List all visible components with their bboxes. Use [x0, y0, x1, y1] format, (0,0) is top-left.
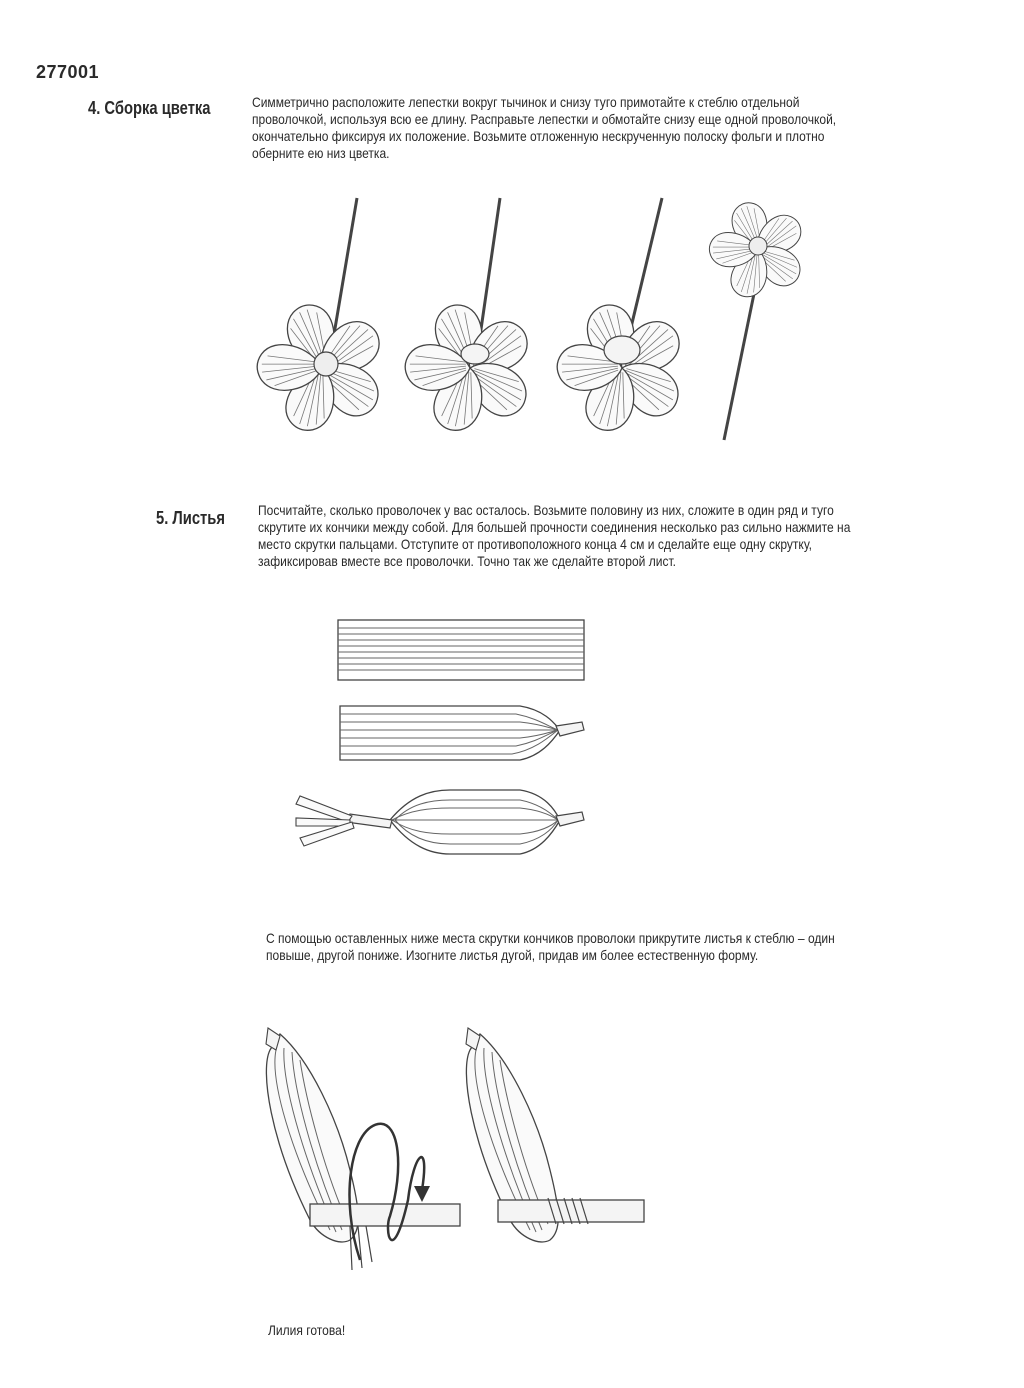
step5-line-3: место скрутки пальцами. Отступите от противоположного конца 4 см и сделайте еще одну скрутку,: [258, 536, 812, 552]
leaf-illustrations: [0, 600, 1024, 900]
flower-illustrations: [0, 0, 1024, 470]
document-number: 277001: [36, 62, 100, 82]
leaf-both-ends-twisted: [296, 790, 584, 854]
step5-heading: 5. Листья: [156, 508, 225, 528]
step4-line-2: проволочкой, используя всю ее длину. Расправьте лепестки и обмотайте снизу еще одной проволочкой,: [252, 111, 837, 127]
flower-step-4: [709, 198, 808, 440]
wire-bundle: [338, 620, 584, 680]
attach-line-1: С помощью оставленных ниже места скрутки кончиков проволоки прикрутите листья к стеблю – один: [266, 930, 835, 946]
wire-bundle-tip-twisted: [340, 706, 584, 760]
flower-step-3: [556, 198, 688, 436]
step5-text: [258, 502, 850, 570]
leaf-wrapping: [266, 1028, 460, 1270]
attach-text: [266, 930, 835, 964]
step4-line-4: оберните ею низ цветка.: [252, 145, 390, 161]
finish-text: Лилия готова!: [268, 1322, 346, 1338]
step4-heading: 4. Сборка цветка: [88, 98, 211, 118]
step4-line-1: Симметрично расположите лепестки вокруг тычинок и снизу туго примотайте к стеблю отдельной: [252, 94, 800, 110]
step5-line-1: Посчитайте, сколько проволочек у вас осталось. Возьмите половину из них, сложите в один ряд и туго: [258, 502, 834, 518]
step5-line-4: зафиксировав вместе все проволочки. Точно так же сделайте второй лист.: [258, 553, 677, 569]
flower-step-1: [256, 198, 388, 436]
leaf-attached: [466, 1028, 644, 1242]
flower-step-2: [404, 198, 536, 436]
step5-line-2: скрутите их кончики между собой. Для большей прочности соединения несколько раз сильно нажмите на: [258, 519, 851, 535]
attach-line-2: повыше, другой пониже. Изогните листья дугой, придав им более естественную форму.: [266, 947, 759, 963]
attach-illustrations: [0, 1020, 1024, 1300]
step4-line-3: окончательно фиксируя их положение. Возьмите отложенную нескрученную полоску фольги и плотно: [252, 128, 825, 144]
